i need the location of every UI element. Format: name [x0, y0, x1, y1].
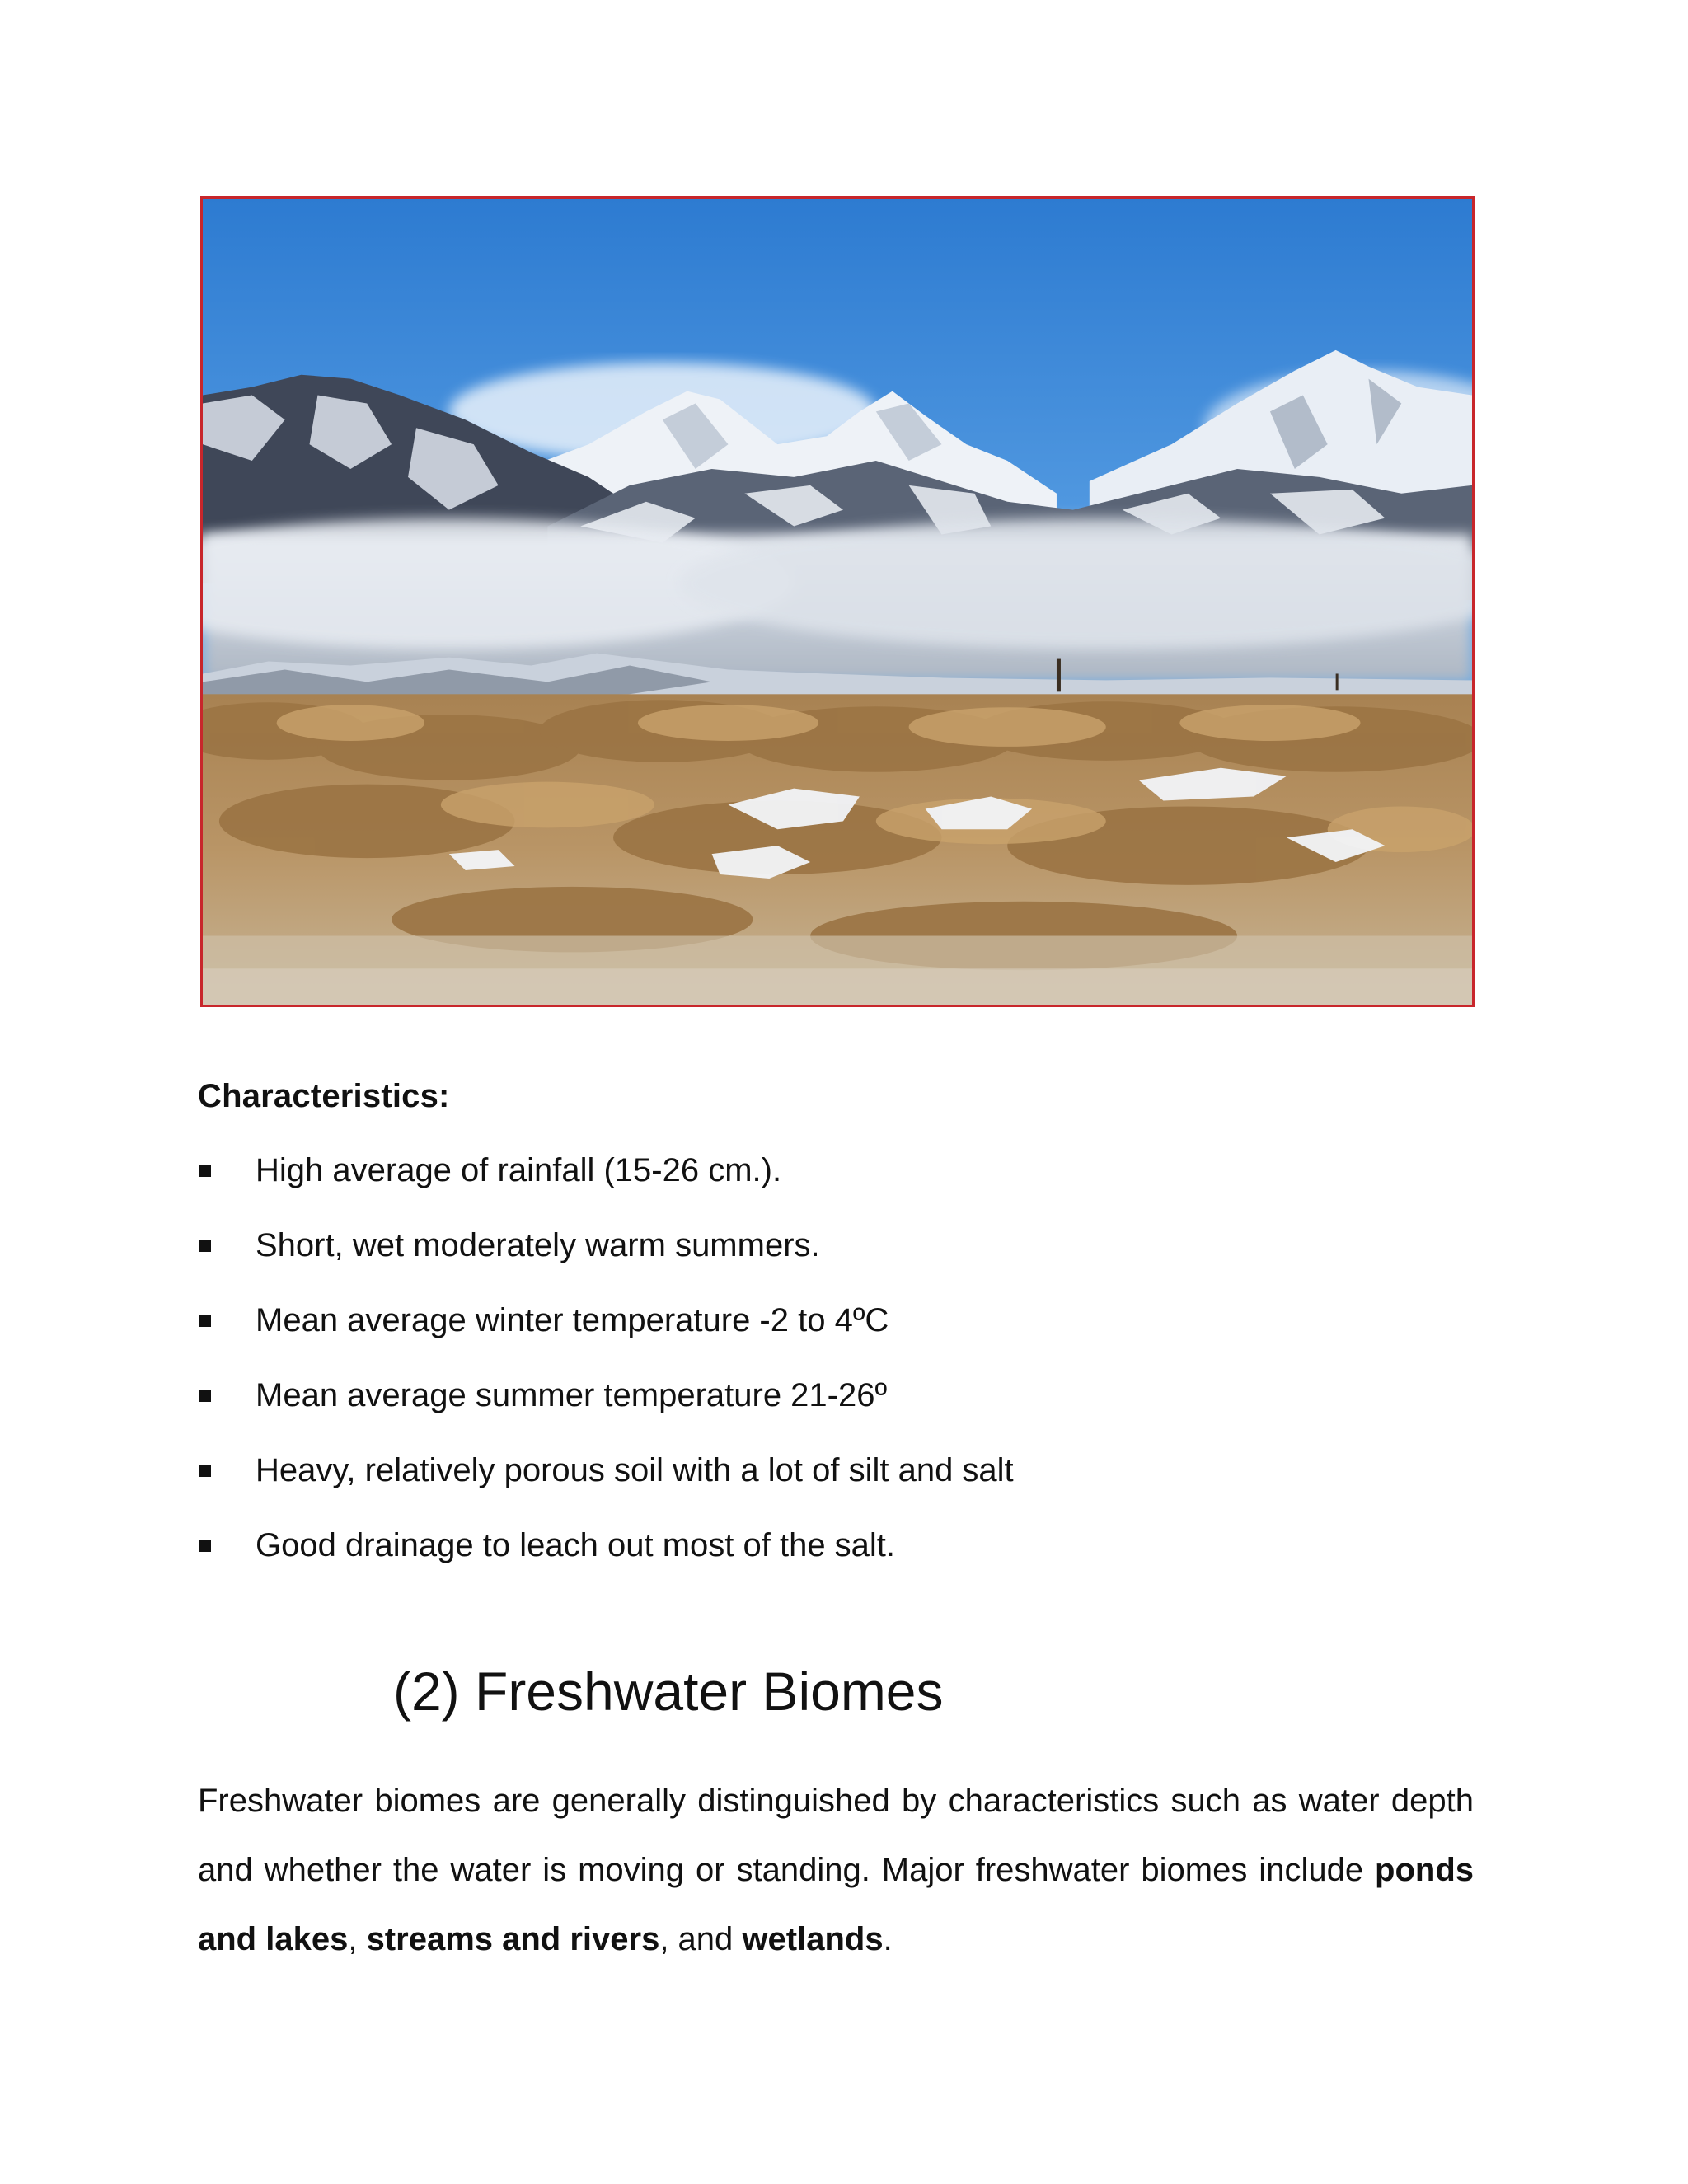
separator: ,	[348, 1921, 367, 1957]
square-bullet-icon	[199, 1240, 211, 1252]
freshwater-biomes-heading: (2) Freshwater Biomes	[393, 1661, 944, 1722]
landscape-photo	[200, 196, 1475, 1007]
characteristics-label: Characteristics:	[198, 1078, 450, 1114]
list-item	[198, 1296, 1484, 1371]
separator: , and	[659, 1921, 743, 1957]
list-item	[198, 1371, 1484, 1446]
square-bullet-icon	[199, 1165, 211, 1177]
term-streams-and-rivers: streams and rivers	[366, 1921, 660, 1957]
list-item-text: Good drainage to leach out most of the salt.	[256, 1527, 896, 1563]
list-item-text: Mean average summer temperature 21-26º	[256, 1377, 888, 1413]
square-bullet-icon	[199, 1390, 211, 1402]
list-item	[198, 1521, 1484, 1596]
list-item-text: Short, wet moderately warm summers.	[256, 1227, 820, 1263]
list-item	[198, 1221, 1484, 1296]
square-bullet-icon	[199, 1315, 211, 1327]
list-item-text: Mean average winter temperature -2 to 4ºC	[256, 1302, 889, 1338]
term-wetlands: wetlands	[742, 1921, 884, 1957]
paragraph-intro: Freshwater biomes are generally distinguished by characteristics such as water depth and whether the water is moving or standing. Major freshwater biomes include	[198, 1783, 1474, 1888]
freshwater-paragraph	[198, 1766, 1474, 1974]
characteristics-list	[198, 1146, 1484, 1596]
paragraph-end: .	[883, 1921, 893, 1957]
list-item	[198, 1446, 1484, 1521]
list-item	[198, 1146, 1484, 1221]
term-ponds-and-lakes: ponds and lakes	[198, 1852, 1474, 1957]
list-item-text: High average of rainfall (15-26 cm.).	[256, 1152, 782, 1188]
square-bullet-icon	[199, 1540, 211, 1552]
mountain-landscape-image	[203, 199, 1472, 1005]
square-bullet-icon	[199, 1465, 211, 1477]
list-item-text: Heavy, relatively porous soil with a lot of silt and salt	[256, 1452, 1014, 1488]
